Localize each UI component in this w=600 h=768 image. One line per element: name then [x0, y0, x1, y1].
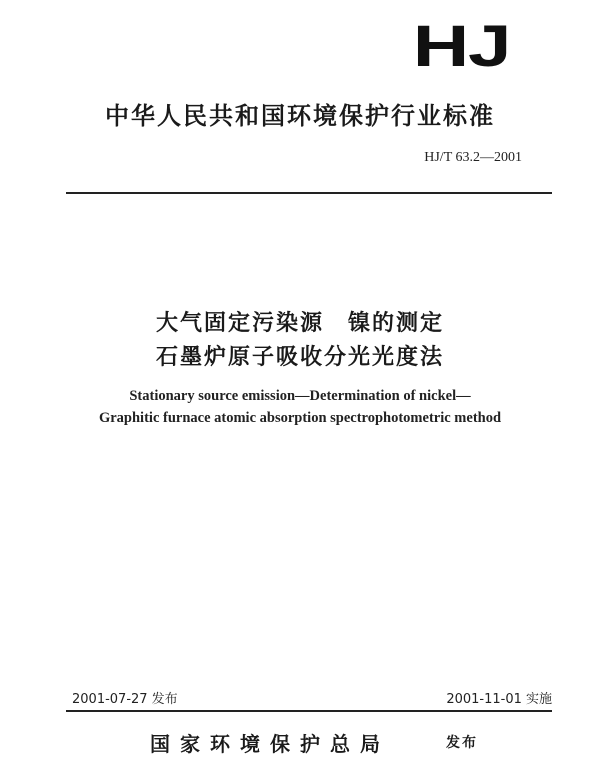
- document-title-cn-line2: 石墨炉原子吸收分光光度法: [155, 345, 444, 370]
- issuing-authority: 国家环境保护总局: [150, 732, 390, 756]
- document-title-en-line2: Graphitic furnace atomic absorption spectrophotometric method: [98, 410, 502, 426]
- document-title-en-line1: Stationary source emission—Determination of nickel—: [129, 388, 471, 404]
- footer-divider: [66, 710, 552, 712]
- standard-code: HJ/T 63.2—2001: [424, 150, 522, 165]
- hj-logo: HJ: [412, 14, 510, 79]
- issue-date: 2001-07-27 发布: [72, 692, 178, 707]
- agency-title: 中华人民共和国环境保护行业标准: [105, 102, 495, 130]
- header-divider: [66, 192, 552, 194]
- document-title-cn-line1: 大气固定污染源 镍的测定: [155, 311, 444, 336]
- implementation-date: 2001-11-01 实施: [446, 692, 552, 707]
- publish-label: 发布: [446, 735, 478, 751]
